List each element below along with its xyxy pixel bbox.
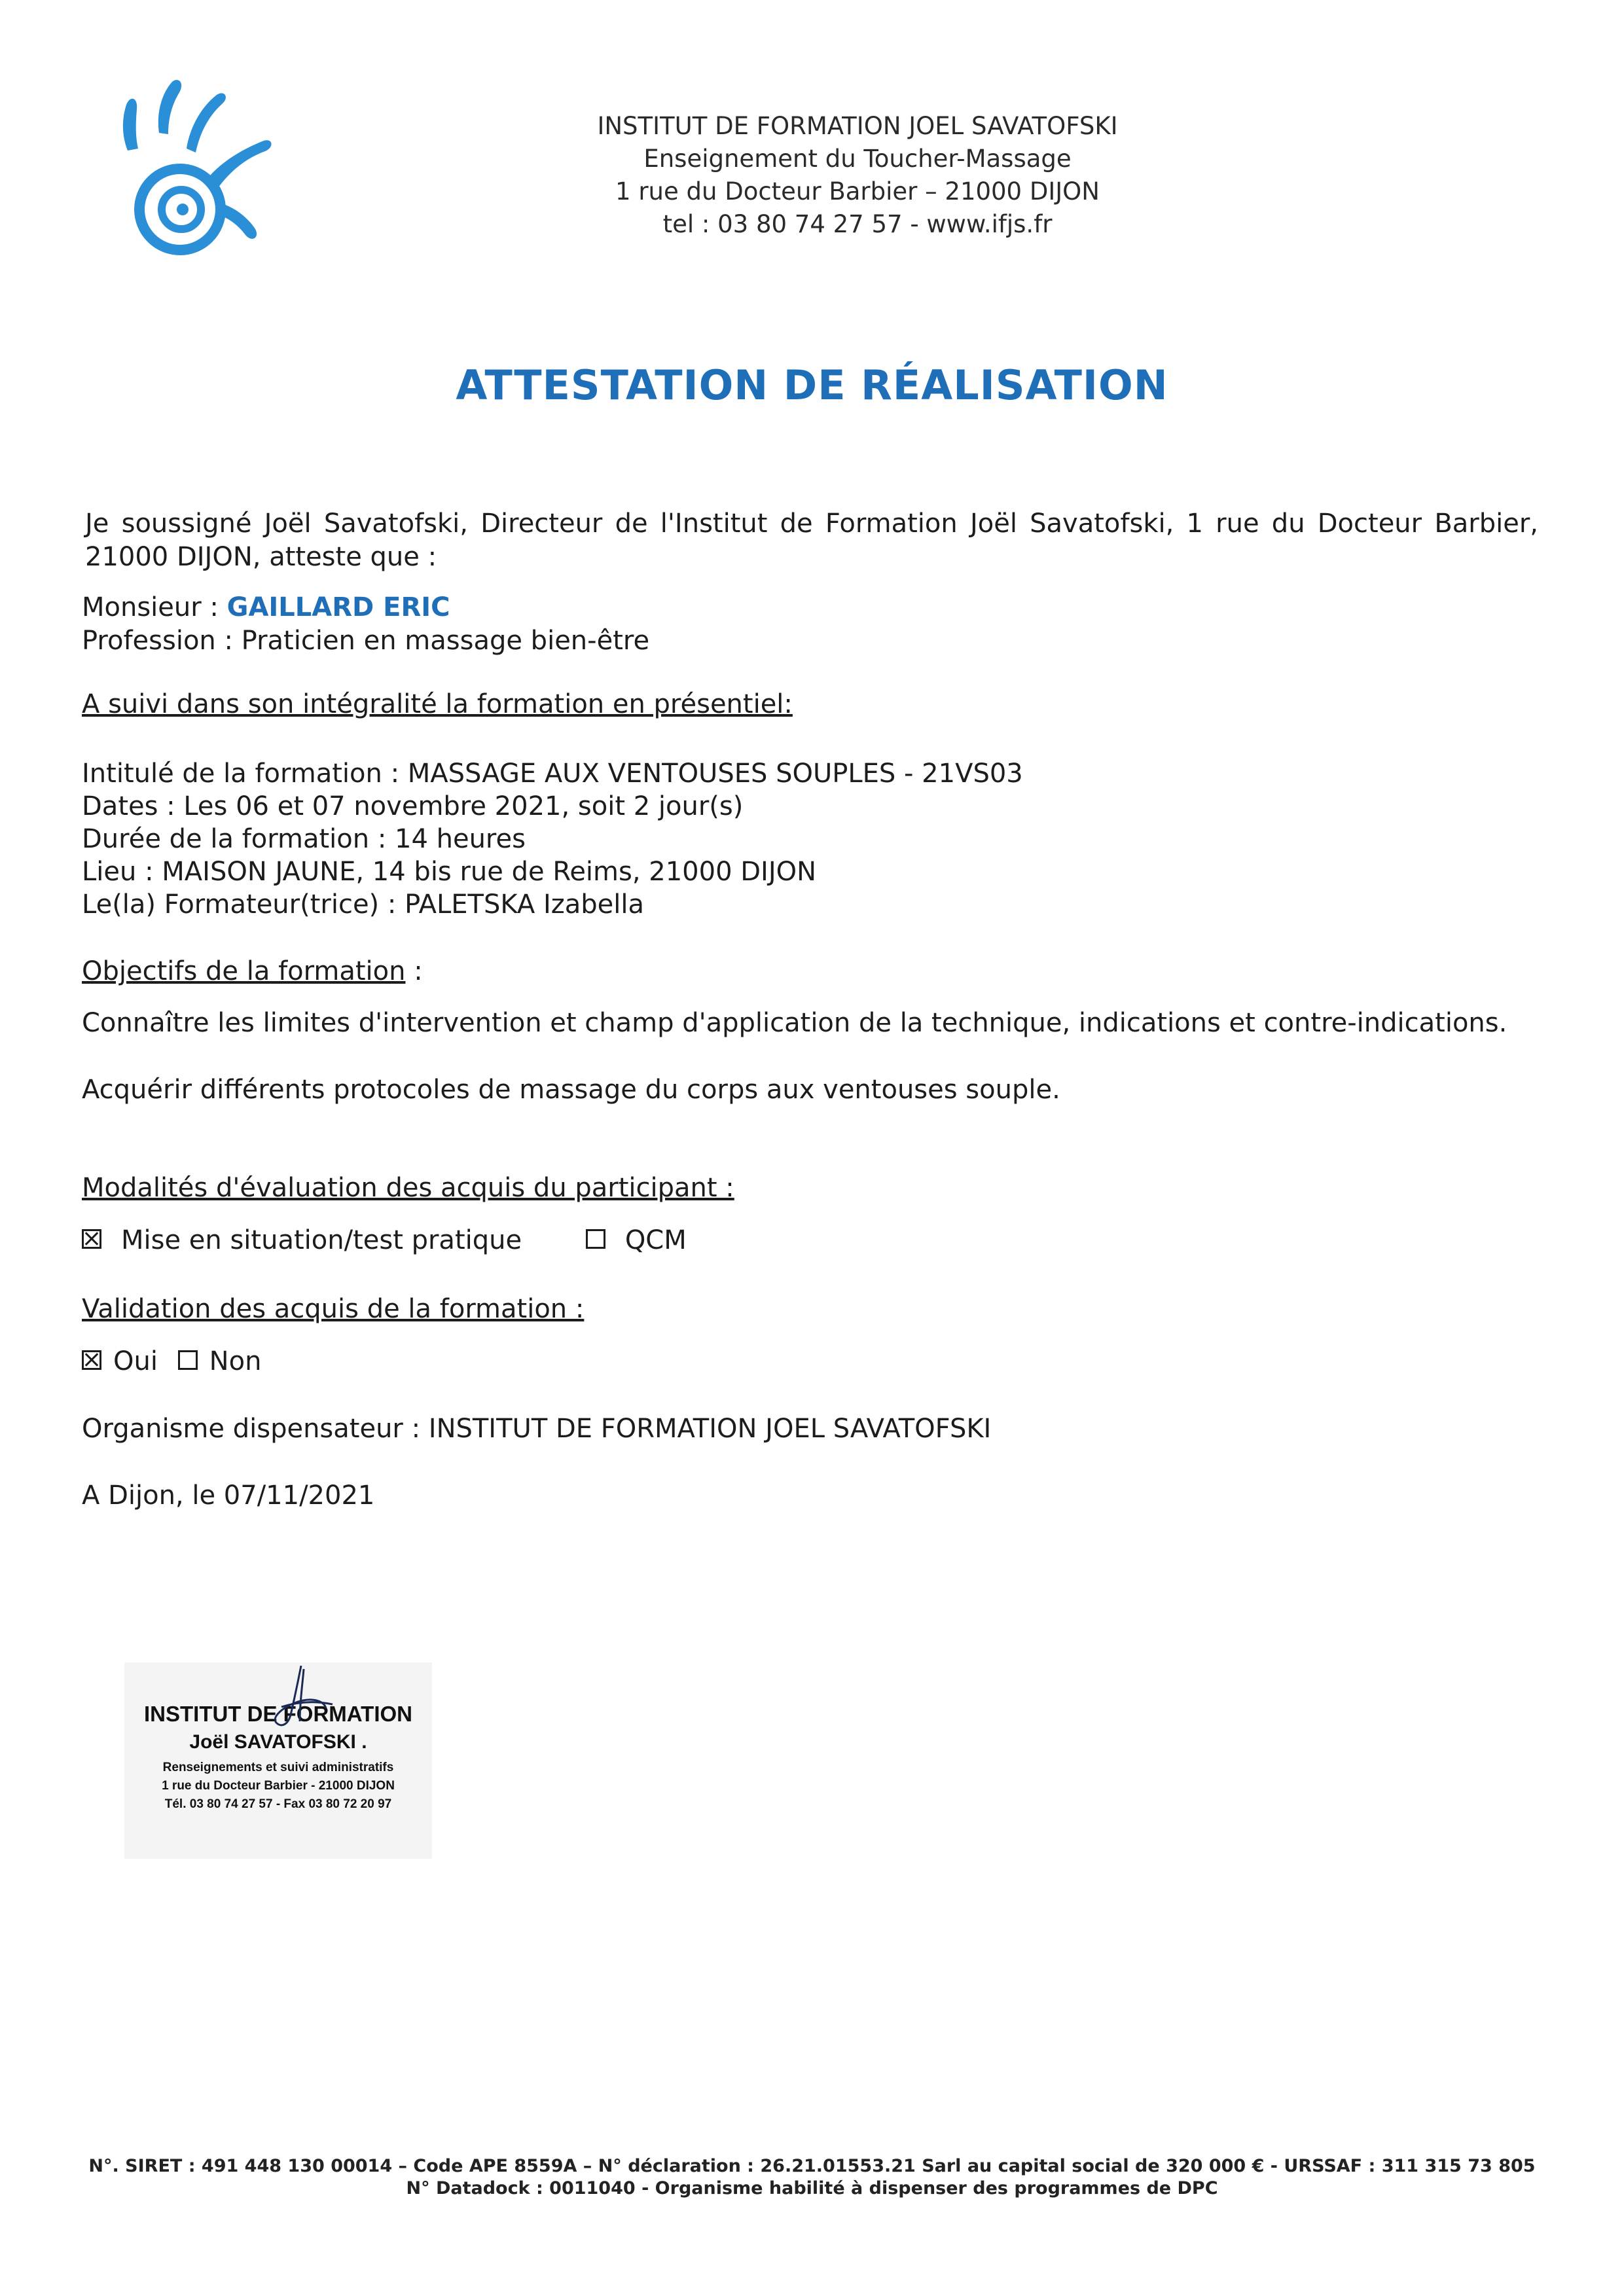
document-title: ATTESTATION DE RÉALISATION [456, 361, 1168, 409]
formation-dates: Dates : Les 06 et 07 novembre 2021, soit 2 jour(s) [82, 791, 744, 821]
checkbox-non-empty-icon [178, 1350, 198, 1370]
stamp-line-2: Joël SAVATOFSKI . [189, 1731, 367, 1753]
footer-legal-line-1: N°. SIRET : 491 448 130 00014 – Code APE 8559A – N° déclaration : 26.21.01553.21 Sarl au capital social de 320 000 € - URSSAF : 311 315 73 805 [88, 2156, 1536, 2176]
formation-heading: A suivi dans son intégralité la formation en présentiel: [82, 689, 793, 719]
stamp-line-4: 1 rue du Docteur Barbier - 21000 DIJON [162, 1779, 395, 1793]
option-non: Non [209, 1346, 262, 1376]
validation-heading: Validation des acquis de la formation : [82, 1294, 585, 1324]
header-institute-name: INSTITUT DE FORMATION JOEL SAVATOFSKI [597, 112, 1118, 140]
header-address: 1 rue du Docteur Barbier – 21000 DIJON [615, 177, 1100, 206]
stamp-line-5: Tél. 03 80 74 27 57 - Fax 03 80 72 20 97 [164, 1797, 392, 1811]
institute-header [497, 110, 1218, 241]
formation-trainer: Le(la) Formateur(trice) : PALETSKA Izabella [82, 889, 645, 920]
formation-location: Lieu : MAISON JAUNE, 14 bis rue de Reims, 21000 DIJON [82, 857, 817, 887]
signature [262, 1662, 340, 1734]
objectives-heading-line [82, 955, 423, 988]
evaluation-options [82, 1224, 687, 1257]
place-and-date: A Dijon, le 07/11/2021 [82, 1480, 375, 1511]
option-qcm: QCM [624, 1225, 687, 1255]
objectives-text-2: Acquérir différents protocoles de massage du corps aux ventouses souple. [82, 1075, 1060, 1105]
checkbox-oui-checked-icon [82, 1350, 101, 1370]
checkbox-qcm-empty-icon [586, 1229, 605, 1249]
option-practical-test: Mise en situation/test pratique [121, 1225, 522, 1255]
formation-duration: Durée de la formation : 14 heures [82, 824, 526, 854]
institute-stamp [124, 1662, 432, 1859]
formation-title: Intitulé de la formation : MASSAGE AUX VENTOUSES SOUPLES - 21VS03 [82, 759, 1023, 789]
header-tagline: Enseignement du Toucher-Massage [643, 145, 1072, 173]
institute-logo [108, 75, 288, 265]
intro-paragraph: Je soussigné Joël Savatofski, Directeur de l'Institut de Formation Joël Savatofski, 1 rue du Docteur Barbier, 21000 DIJON, atteste que : [85, 509, 1538, 572]
checkbox-practical-test-checked-icon [82, 1229, 101, 1249]
objectives-text-1: Connaître les limites d'intervention et champ d'application de la technique, indications et contre-indications. [82, 1008, 1507, 1038]
stamp-line-1: INSTITUT DE FORMATION [143, 1702, 413, 1726]
participant-line [82, 591, 450, 624]
objectives-heading: Objectifs de la formation [82, 956, 406, 986]
stamp-line-3: Renseignements et suivi administratifs [162, 1761, 394, 1774]
objectives-colon: : [405, 956, 423, 986]
participant-profession: Profession : Praticien en massage bien-être [82, 626, 650, 656]
evaluation-heading: Modalités d'évaluation des acquis du participant : [82, 1173, 734, 1203]
header-contact: tel : 03 80 74 27 57 - www.ifjs.fr [662, 210, 1053, 238]
option-oui: Oui [113, 1346, 158, 1376]
participant-name: GAILLARD ERIC [226, 592, 450, 622]
footer-legal-line-2: N° Datadock : 0011040 - Organisme habilité à dispenser des programmes de DPC [406, 2178, 1218, 2198]
validation-options [82, 1345, 261, 1378]
training-organisation: Organisme dispensateur : INSTITUT DE FORMATION JOEL SAVATOFSKI [82, 1414, 992, 1444]
civility-label: Monsieur : [82, 592, 219, 622]
